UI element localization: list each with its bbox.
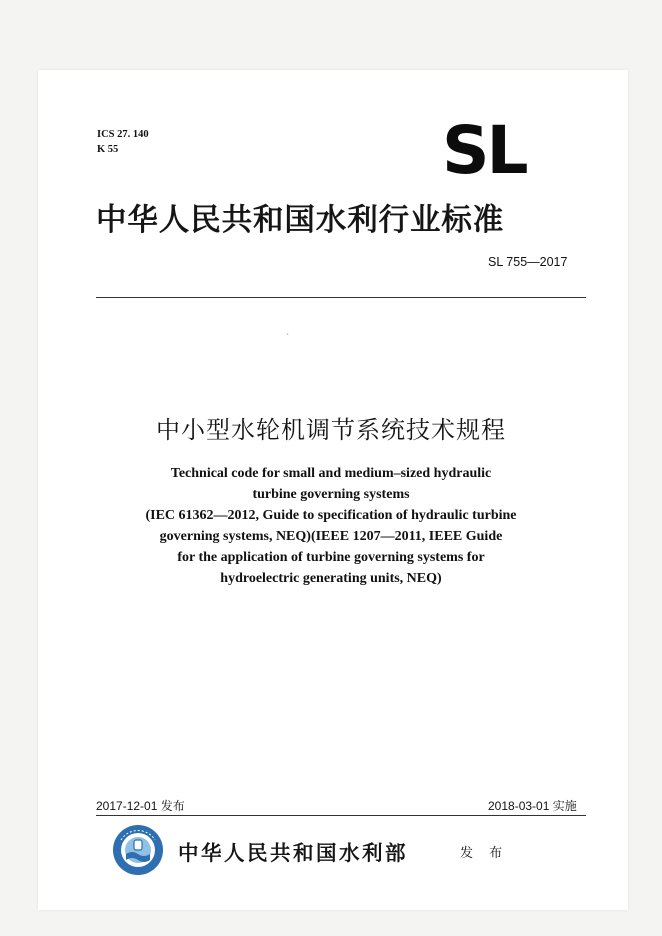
english-title-line: turbine governing systems (252, 487, 410, 502)
english-title-line: for the application of turbine governing systems for (177, 550, 485, 565)
english-title-line: hydroelectric generating units, NEQ) (220, 571, 442, 586)
implement-date: 2018-03-01 实施 (488, 799, 577, 813)
footer-divider (96, 815, 586, 816)
ics-code: ICS 27. 140 (97, 129, 149, 140)
english-title-line: Technical code for small and medium–sized hydraulic (170, 466, 492, 481)
sl-logo: SL (442, 112, 526, 189)
issue-date: 2017-12-01 发布 (96, 799, 185, 813)
header-divider (96, 297, 586, 298)
ministry-emblem-icon (112, 824, 164, 876)
class-code: K 55 (97, 144, 119, 155)
standard-number: SL 755—2017 (488, 255, 568, 269)
english-title-line: governing systems, NEQ)(IEEE 1207—2011, IEEE Guide (159, 529, 503, 544)
ministry-name: 中华人民共和国水利部 (178, 841, 408, 865)
english-title-line: (IEC 61362—2012, Guide to specification of hydraulic turbine (145, 508, 517, 523)
speck-mark: ˎ (286, 326, 289, 336)
classification-codes (97, 127, 149, 157)
publish-label: 发 布 (460, 846, 509, 861)
agency-title: 中华人民共和国水利行业标准 (96, 203, 505, 238)
chinese-title: 中小型水轮机调节系统技术规程 (156, 416, 506, 444)
english-title (110, 463, 552, 589)
